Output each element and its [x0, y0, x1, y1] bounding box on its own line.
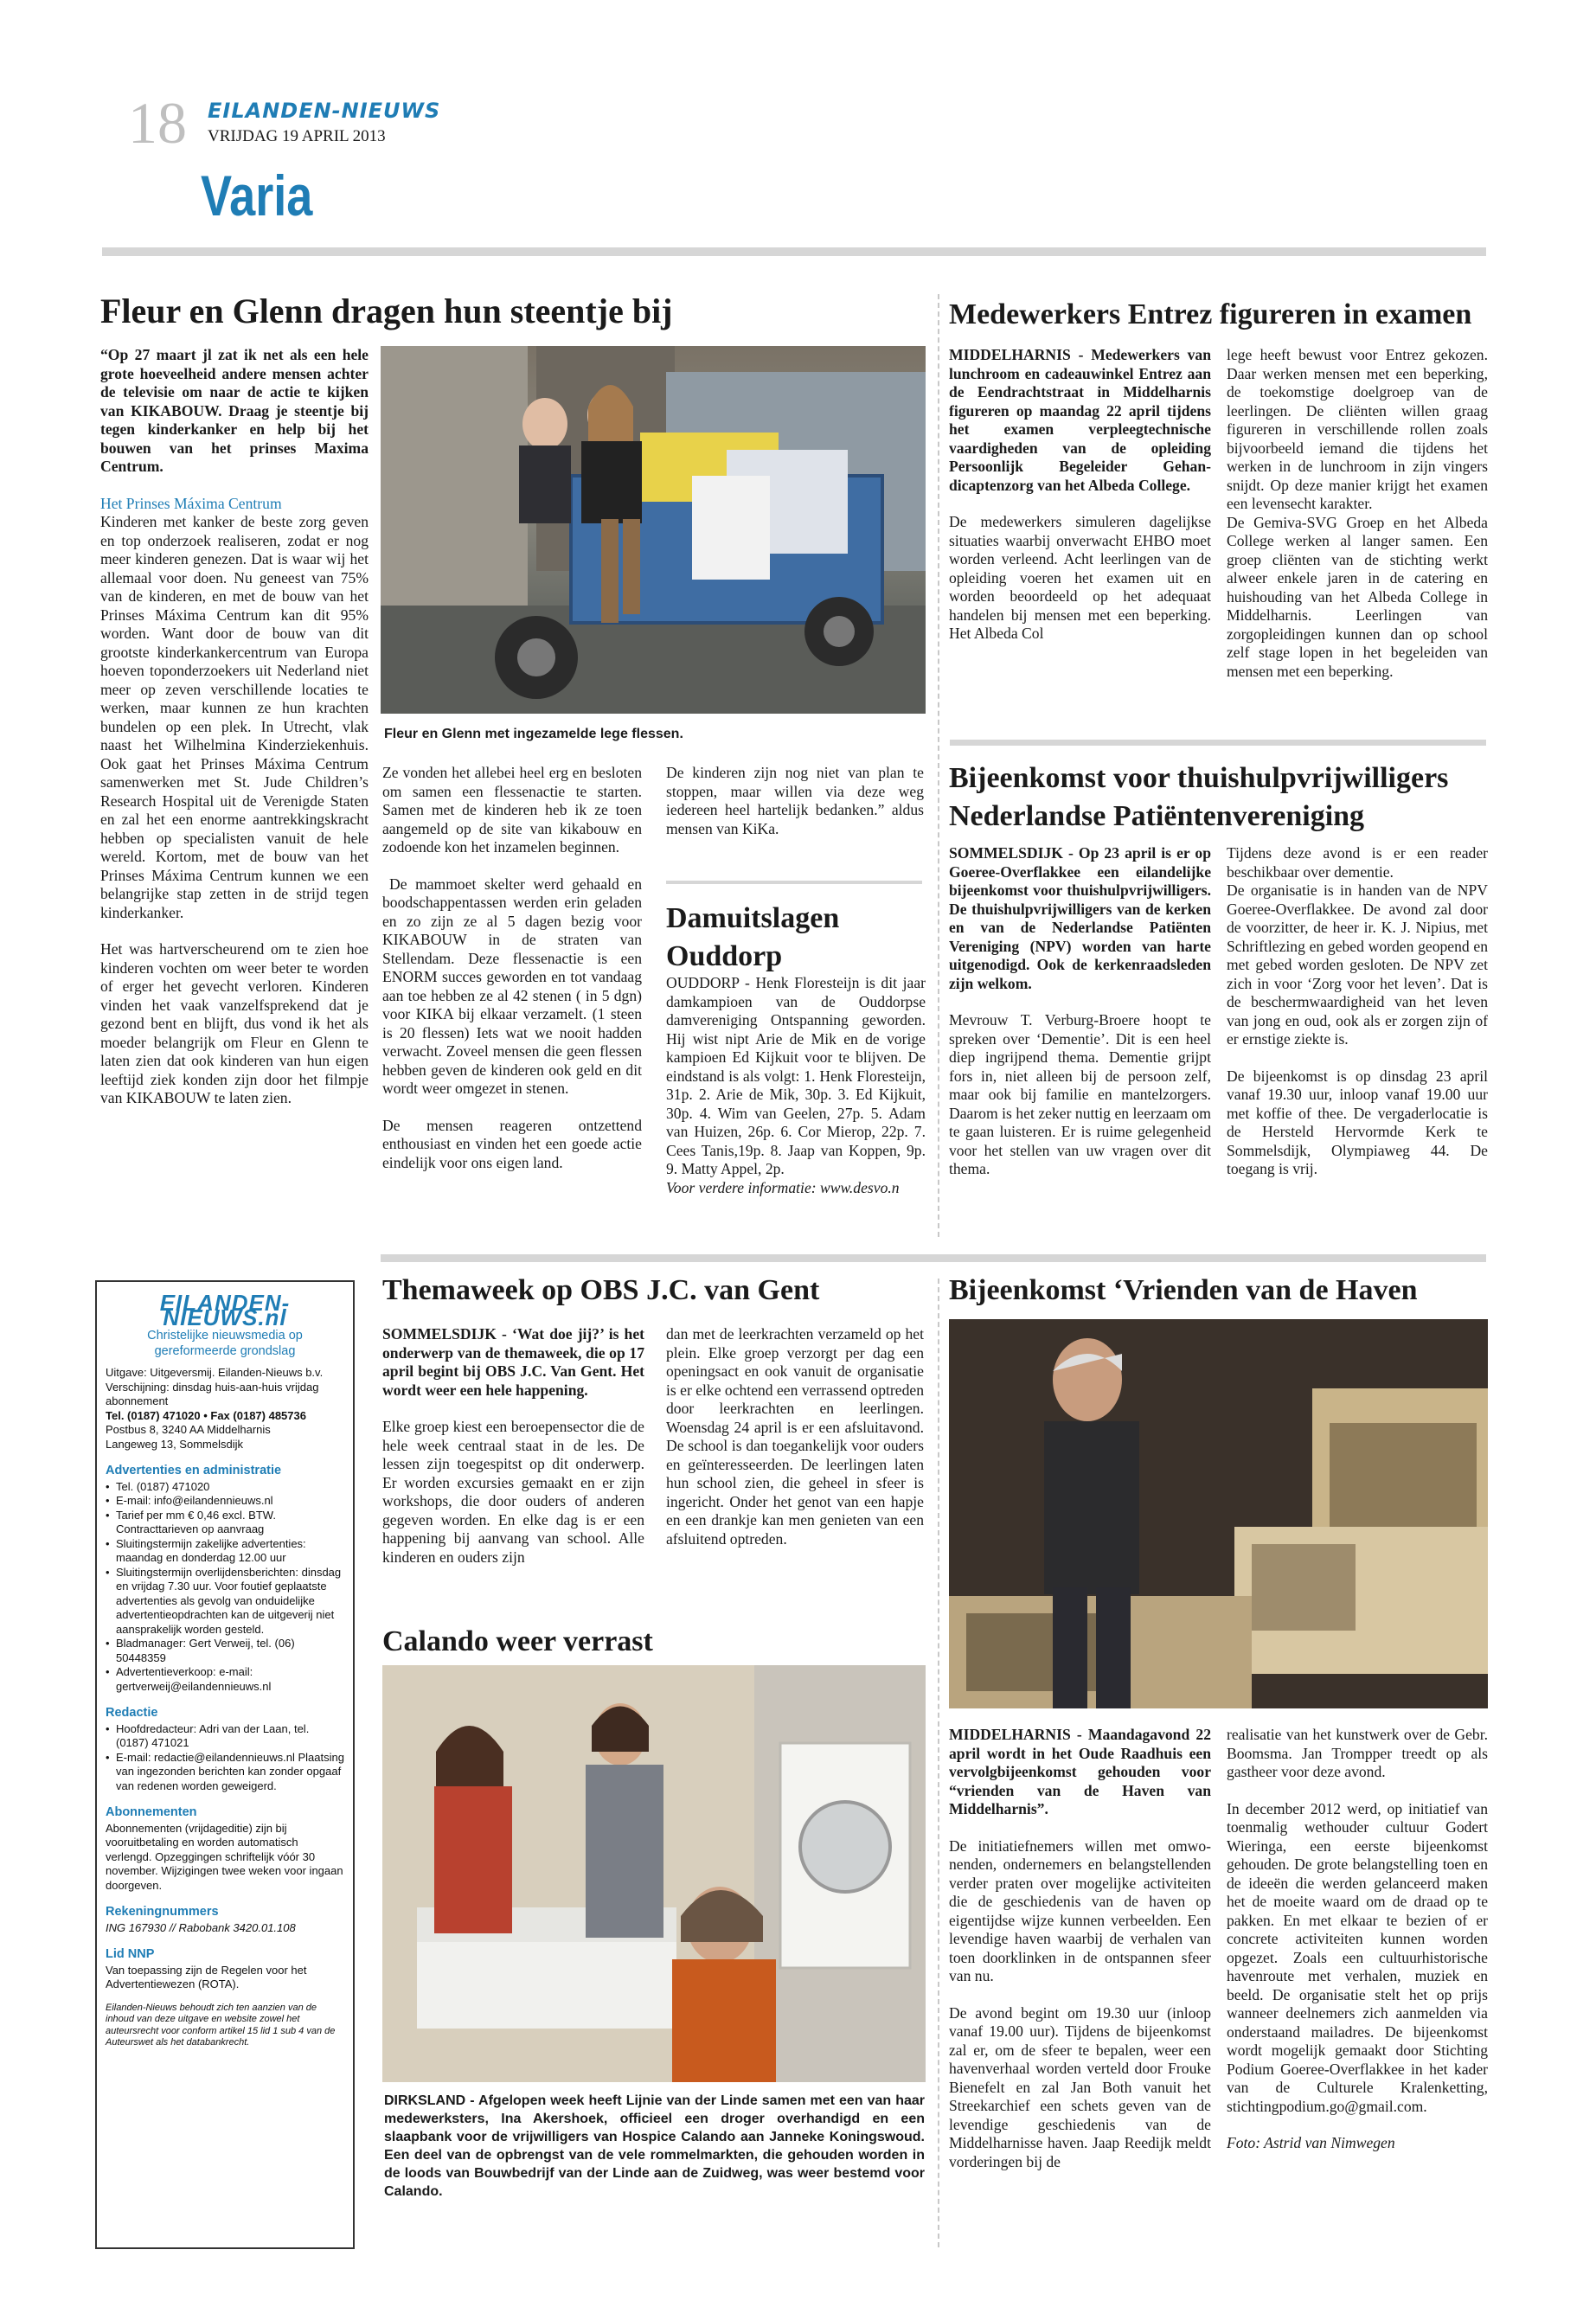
article-paragraph: De avond begint om 19.30 uur (inloop vanaf 19.00 uur). Tijdens de bijeenkomst zal er, om de sfeer te bepalen, weer een havenverhaal worden verteld door Frouke Bienefelt en zal Jan Both vanuit het Streekarchief een schets geven van de levendige geschiedenis van de Middelharnisse haven. Jaap Reedijk meldt vorderingen bij de — [949, 2003, 1211, 2170]
npv-column-2 — [1227, 844, 1488, 1197]
photo-illustration — [381, 346, 926, 714]
article-column-1 — [100, 346, 369, 1126]
photo-calando — [382, 1665, 926, 2082]
article-lead: “Op 27 maart jl zat ik net als een hele grote hoeveelheid andere mensen achter de televisie om naar de actie te kijken van KIKABOUW. Draag je steentje bij tegen kinderkanker en help bij het bouwen van het prinses Maxima Centrum. — [100, 346, 369, 475]
haven-column-1 — [949, 1726, 1211, 2171]
article-title-damuitslagen: Damuitslagen Ouddorp — [666, 902, 840, 973]
page-number: 18 — [128, 90, 187, 156]
article-paragraph: De mammoet skelter werd gehaald en boodschappentassen werden erin geladen en zo zijn ze al 5 dagen bezig voor KIKABOUW in de straten van Stellendam. Deze flessenactie is een ENORM succes geworden en tot vandaag aan toe hebben ze al 42 stenen ( in 5 dgn) voor KIKA bij elkaar verzamelt. (1 steen is 20 flessen) Iets wat we nooit hadden verwacht. Zoveel mensen die geen flessen hebben geven de kinderen ook geld en dit wordt weer omgezet in stenen. — [382, 875, 642, 1097]
masthead-logo: EILANDEN-NIEUWS — [208, 99, 441, 123]
article-paragraph: lege heeft bewust voor Entrez gekozen. Daar werken mensen met een beperking, de toekomstige doelgroep van de leerlingen. De cliënten willen graag figureren in verschillende rollen zoals bijvoorbeeld iemand die tijdens het werken in de lunchroom in zijn vingers snijdt. Op deze manier krijgt het examen een levensecht karakter. — [1227, 346, 1488, 512]
colophon-disclaimer: Eilanden-Nieuws behoudt zich ten aanzien van de inhoud van deze uitgave en website zowel het auteursrecht voor conform artikel 15 lid 1 sub 4 van de Auteurswet als het databankrecht. — [106, 2002, 336, 2048]
header-rule — [102, 247, 1486, 256]
entrez-column-2 — [1227, 346, 1488, 681]
article-paragraph: Kinderen met kanker de beste zorg geven en top onderzoek realiseren, zodat er nog meer kinderen genezen. Dat is waar wij het allemaal voor doen. Nu geneest van 75% van de kinderen, en met de bouw van het Prinses Máxima Centrum kan dit 95% worden. Want door de bouw van dit grootste kinderkankercentrum van Europa hoeven toponderzoekers uit Nederland niet meer op zeven verschillende locaties te werken, maar kunnen ze hun krachten bundelen op een plek. In Utrecht, vlak naast het Wilhelmina Kinderziekenhuis. Ook gaat het Prinses Máxima Centrum samenwerken met St. Jude Children’s Research Hospital uit de Verenigde Staten en zal het een enorme aantrekkingskracht hebben op specialisten vanuit de hele wereld. Kortom, met de bouw van het Prinses Máxima Centrum kunnen we een belangrijke stap zetten in de strijd tegen kinderkanker. — [100, 513, 369, 921]
section-title: Varia — [201, 163, 313, 228]
article-paragraph: De mensen reageren ontzettend enthousiast en vinden het een goede actie eindelijk voor ons eigen land. — [382, 1116, 642, 1171]
article-paragraph: Elke groep kiest een beroepensector die de hele week centraal staat in de les. De lessen zijn toegespitst op dit onderwerp. Er worden excursies gemaakt en er zijn workshops, die door ouders of anderen gegeven worden. En elke dag is er een happening bij aanvang van school. Alle kinderen en ouders zijn — [382, 1418, 644, 1566]
article-paragraph: Het was hartverscheurend om te zien hoe kinderen vochten om weer beter te worden of erger het gevecht verloren. Kinderen vinden het vaak vanzelfsprekend dat je gezond bent en blijft, dus vond ik het als moeder belangrijk om Fleur en Glenn te laten zien dat ook kinderen van hun eigen leeftijd ziek konden zijn door het filmpje van KIKABOUW te laten zien. — [100, 940, 369, 1106]
themaweek-column-1 — [382, 1325, 644, 1567]
divider-rule — [666, 881, 922, 884]
column-divider — [938, 294, 939, 1237]
entrez-column-1 — [949, 346, 1211, 662]
colophon-item: • E-mail: redactie@eilandennieuws.nl Plaatsing van ingezonden berichten kan zonder opgaaf van redenen worden geweigerd. — [106, 1751, 344, 1794]
article-paragraph: dan met de leerkrachten verzameld op het plein. Elke groep verzorgt per dag een openingsact en ook vanuit de organisatie is er elke ochtend een verrassend optreden door leerkrachten en leerlingen. Woensdag 24 april is er een afsluitavond. De school is dan toegankelijk voor ouders en geïnteresseerden. De leerlingen laten hun school zien, die geheel in sfeer is ingericht. Onder het genot van een hapje en een drankje kan men genieten van een afsluitend optreden. — [666, 1325, 924, 1548]
column-divider — [938, 1279, 939, 2247]
article-title-calando: Calando weer verrast — [382, 1625, 653, 1657]
colophon-list — [106, 1480, 344, 1695]
photo-credit: Foto: Astrid van Nimwegen — [1227, 2134, 1395, 2151]
article-paragraph: De organisatie is in handen van de NPV Goeree-Overflakkee. De avond zal door de voorzitter, de heer ir. K. J. Nipius, met Schriftlezing en gebed worden geopend en met gebed worden gesloten. De NPV zet zich in voor ‘Zorg voor het leven’. Dat is de beschermwaardigheid van het leven van jong en oud, ook als er zorgen zijn of er ernstige ziekte is. — [1227, 881, 1488, 1048]
article-lead: SOMMELSDIJK - ‘Wat doe jij?’ is het onderwerp van de themaweek, die op 17 april begint bij OBS J.C. Van Gent. Het wordt weer een hele happening. — [382, 1325, 644, 1399]
article-paragraph: De Gemiva-SVG Groep en het Albeda College werken al langer samen. Een groep cliënten van de stichting werkt alweer enkele jaren in de catering en huishouding van het Albeda College in Middelharnis. Leerlingen van zorgopleidingen kunnen dan op school zelf stage lopen in het begeleiden van mensen met een beperking. — [1227, 513, 1488, 680]
colophon-heading: Advertenties en administratie — [106, 1464, 282, 1477]
colophon-item: • Sluitingstermijn overlijdensberichten: dinsdag en vrijdag 7.30 uur. Voor foutief geplaatste advertenties als gevolg van onduidelijke advertentieopdrachten kan de uitgeverij niet aansprakelijk worden gesteld. — [106, 1566, 344, 1638]
colophon-tagline: Christelijke nieuwsmedia op gereformeerde grondslag — [147, 1329, 303, 1358]
colophon-item: • Bladmanager: Gert Verweij, tel. (06) 50448359 — [106, 1637, 344, 1665]
colophon-heading: Abonnementen — [106, 1805, 197, 1819]
colophon-item: • E-mail: info@eilandennieuws.nl — [106, 1494, 344, 1509]
colophon-line: Tel. (0187) 471020 • Fax (0187) 485736 — [106, 1408, 306, 1422]
article-paragraph: OUDDORP - Henk Floresteijn is dit jaar damkampioen van de Ouddorpse damvereniging Ontspanning geworden. Hij wist nipt Arie de Mik en de vorige kampioen Ed Kijkuit voor te blijven. De eindstand is als volgt: 1. Henk Floresteijn, 31p. 2. Arie de Mik, 30p. 3. Ed Kijkuit, 30p. 4. Wim van Geelen, 27p. 5. Adam van Huizen, 26p. 6. Cor Mierop, 22p. 7. Cees Tanis,19p. 8. Jaap van Koppen, 9p. 9. Matty Appel, 2p. — [666, 974, 926, 1177]
divider-rule — [950, 740, 1486, 746]
colophon-logo: EILANDEN-NIEUWS.nl — [159, 1290, 291, 1330]
colophon-item: • Tel. (0187) 471020 — [106, 1480, 344, 1495]
section-rule — [381, 1254, 1486, 1262]
colophon-item: • Hoofdredacteur: Adri van der Laan, tel. (0187) 471021 — [106, 1722, 344, 1751]
colophon-list — [106, 1722, 344, 1794]
article-paragraph: realisatie van het kunstwerk over de Gebr. Boomsma. Jan Trompper treedt op als gastheer voor deze avond. — [1227, 1726, 1488, 1780]
article-title-haven: Bijeenkomst ‘Vrienden van de Haven — [949, 1274, 1418, 1306]
colophon-line: Postbus 8, 3240 AA Middelharnis — [106, 1423, 271, 1436]
article-title-npv: Bijeenkomst voor thuishulpvrijwilligers Nederlandse Patiëntenvereniging — [949, 762, 1449, 833]
article-paragraph: Tijdens deze avond is er een reader beschikbaar over dementie. — [1227, 844, 1488, 881]
colophon-text: ING 167930 // Rabobank 3420.01.108 — [106, 1920, 296, 1934]
photo-illustration — [949, 1319, 1488, 1708]
calando-caption: DIRKSLAND - Afgelopen week heeft Lijnie van der Linde samen met een van haar medewerksters, Ina Akershoek, officieel een droger overhandigd en een slaapbank voor de vrijwilligers van Hospice Calando aan Janneke Koningswoud. Een deel van de opbrengst van de vele rommelmarkten, die gehouden worden in de loods van Bouwbedrijf van der Linde aan de Zuidweg, was weer bestemd voor Calando. — [384, 2093, 925, 2199]
photo-caption: Fleur en Glenn met ingezamelde lege flessen. — [384, 727, 683, 741]
colophon-item: • Advertentieverkoop: e-mail: gertverweij@eilandennieuws.nl — [106, 1665, 344, 1694]
colophon-text: Van toepassing zijn de Regelen voor het Advertentiewezen (ROTA). — [106, 1963, 307, 1990]
article-title-entrez: Medewerkers Entrez figureren in examen — [949, 298, 1472, 330]
colophon-text: Abonnementen (vrijdageditie) zijn bij vooruitbetaling en worden automatisch verlengd. Opzeggingen schriftelijk vóór 30 november. Wijzigingen twee weken voor ingaan doorgeven. — [106, 1821, 343, 1892]
colophon-line: Uitgave: Uitgeversmij. Eilanden-Nieuws b.v. — [106, 1366, 324, 1379]
colophon-line: Langeweg 13, Sommelsdijk — [106, 1437, 243, 1451]
article-paragraph: De bijeenkomst is op dinsdag 23 april vanaf 19.30 uur, inloop vanaf 19.00 uur met koffie of thee. De vergaderlocatie is de Hersteld Hervormde Kerk te Sommelsdijk, Olympiaweg 44. De toegang is vrij. — [1227, 1067, 1488, 1177]
article-paragraph: In december 2012 werd, op initiatief van toenmalig wethouder cultuur Godert Wieringa, een eerste bijeenkomst gehouden. De grote belangstelling toen en de ideeën die werden gelanceerd maken het de moeite waard om de draad op te pakken. En met elkaar te bezien of er concrete activiteiten kunnen worden opgezet. Zoals een cultuurhistorische havenroute met verhalen, muziek en beeld. De organisatie stelt het op prijs wanneer deelnemers zich aanmelden via onderstaand mailadres. De bijeenkomst wordt mogelijk gemaakt door Stichting Podium Goeree-Overflakkee in het kader van de Culturele Kralenketting, stichtingpodium.go@gmail.com. — [1227, 1799, 1488, 2115]
article-subhead: Het Prinses Máxima Centrum — [100, 494, 282, 512]
photo-haven — [949, 1319, 1488, 1708]
colophon-item: • Tarief per mm € 0,46 excl. BTW. Contracttarieven op aanvraag — [106, 1509, 344, 1537]
colophon-line: Verschijning: dinsdag huis-aan-huis vrijdag abonnement — [106, 1380, 319, 1407]
photo-illustration — [382, 1665, 926, 2082]
damuitslagen-body — [666, 974, 926, 1197]
article-paragraph: Ze vonden het allebei heel erg en besloten om samen een flessenactie te starten. Samen met de kinderen heb ik ze toen aangemeld op de site van kikabouw en zodoende kon het inzamelen beginnen. — [382, 764, 642, 856]
issue-date: VRIJDAG 19 APRIL 2013 — [208, 127, 386, 145]
article-paragraph: De kinderen zijn nog niet van plan te stoppen, maar willen via deze weg iedereen heel hartelijk bedanken.” aldus mensen van KiKa. — [666, 764, 924, 837]
npv-column-1 — [949, 844, 1211, 1197]
article-lead: SOMMELSDIJK - Op 23 april is er op Goeree-Overflakkee een eilandelijke bijeenkomst voor thuishulpvrijwilligers. De thuishulpvrijwilligers van de kerken en van de Nederlandse Patiënten Vereniging (NPV) worden van harte uitgenodigd. Ook de kerkenraadsleden zijn welkom. — [949, 844, 1211, 992]
colophon-heading: Redactie — [106, 1706, 158, 1720]
article-column-4 — [666, 764, 924, 856]
article-paragraph: Mevrouw T. Verburg-Broere hoopt te spreken over ‘Dementie’. Dit is een heel diep ingrijpend thema. Dementie grijpt fors in, niet alleen bij de persoon zelf, maar ook bij familie en mantelzorgers. Daarom is het zeker nuttig en leerzaam om te gaan luisteren. Er is ruime gelegenheid voor het stellen van uw vragen over dit thema. — [949, 1011, 1211, 1177]
colophon-item: • Sluitingstermijn zakelijke advertenties: maandag en donderdag 12.00 uur — [106, 1537, 344, 1566]
colophon-heading: Lid NNP — [106, 1947, 155, 1961]
article-lead: MIDDELHARNIS - Medewerkers van lunchroom en cadeauwinkel Entrez aan de Eendrachtstraat in Middelharnis figureren op maandag 22 april tijdens het examen verpleegtechnische vaardigheden van de opleiding Persoonlijk Begeleider Gehandicaptenzorg van het Albeda College. — [949, 346, 1211, 494]
article-paragraph: De initiatiefnemers willen met omwonenden, ondernemers en belangstellenden verder praten over mogelijke activiteiten die de geschiedenis van de haven op eigentijdse wijze kunnen verbeelden. Een levendige haven waarbij de verhalen van toen doorklinken in de ontspannen sfeer van nu. — [949, 1836, 1211, 1984]
article-lead: MIDDELHARNIS - Maandagavond 22 april wordt in het Oude Raadhuis een vervolgbijeenkomst gehouden voor “vrienden van de Haven van Middelharnis”. — [949, 1726, 1211, 1817]
more-info-link: Voor verdere informatie: www.desvo.n — [666, 1178, 900, 1196]
article-column-3 — [382, 764, 642, 1190]
article-title-themaweek: Themaweek op OBS J.C. van Gent — [382, 1274, 820, 1306]
themaweek-column-2 — [666, 1325, 924, 1548]
article-title-fleur-glenn: Fleur en Glenn dragen hun steentje bij — [100, 292, 673, 330]
haven-column-2 — [1227, 1726, 1488, 2153]
article-paragraph: De medewerkers simuleren dagelijkse situaties waarbij onverwacht EHBO moet worden verleend. Acht leerlingen van de opleiding voeren het examen uit en worden beoordeeld op het adequaat handelen bij mensen met een beperking. Het Albeda Col — [949, 513, 1211, 642]
colophon-box — [95, 1280, 355, 2249]
colophon-heading: Rekeningnummers — [106, 1905, 219, 1919]
photo-fleur-glenn — [381, 346, 926, 714]
